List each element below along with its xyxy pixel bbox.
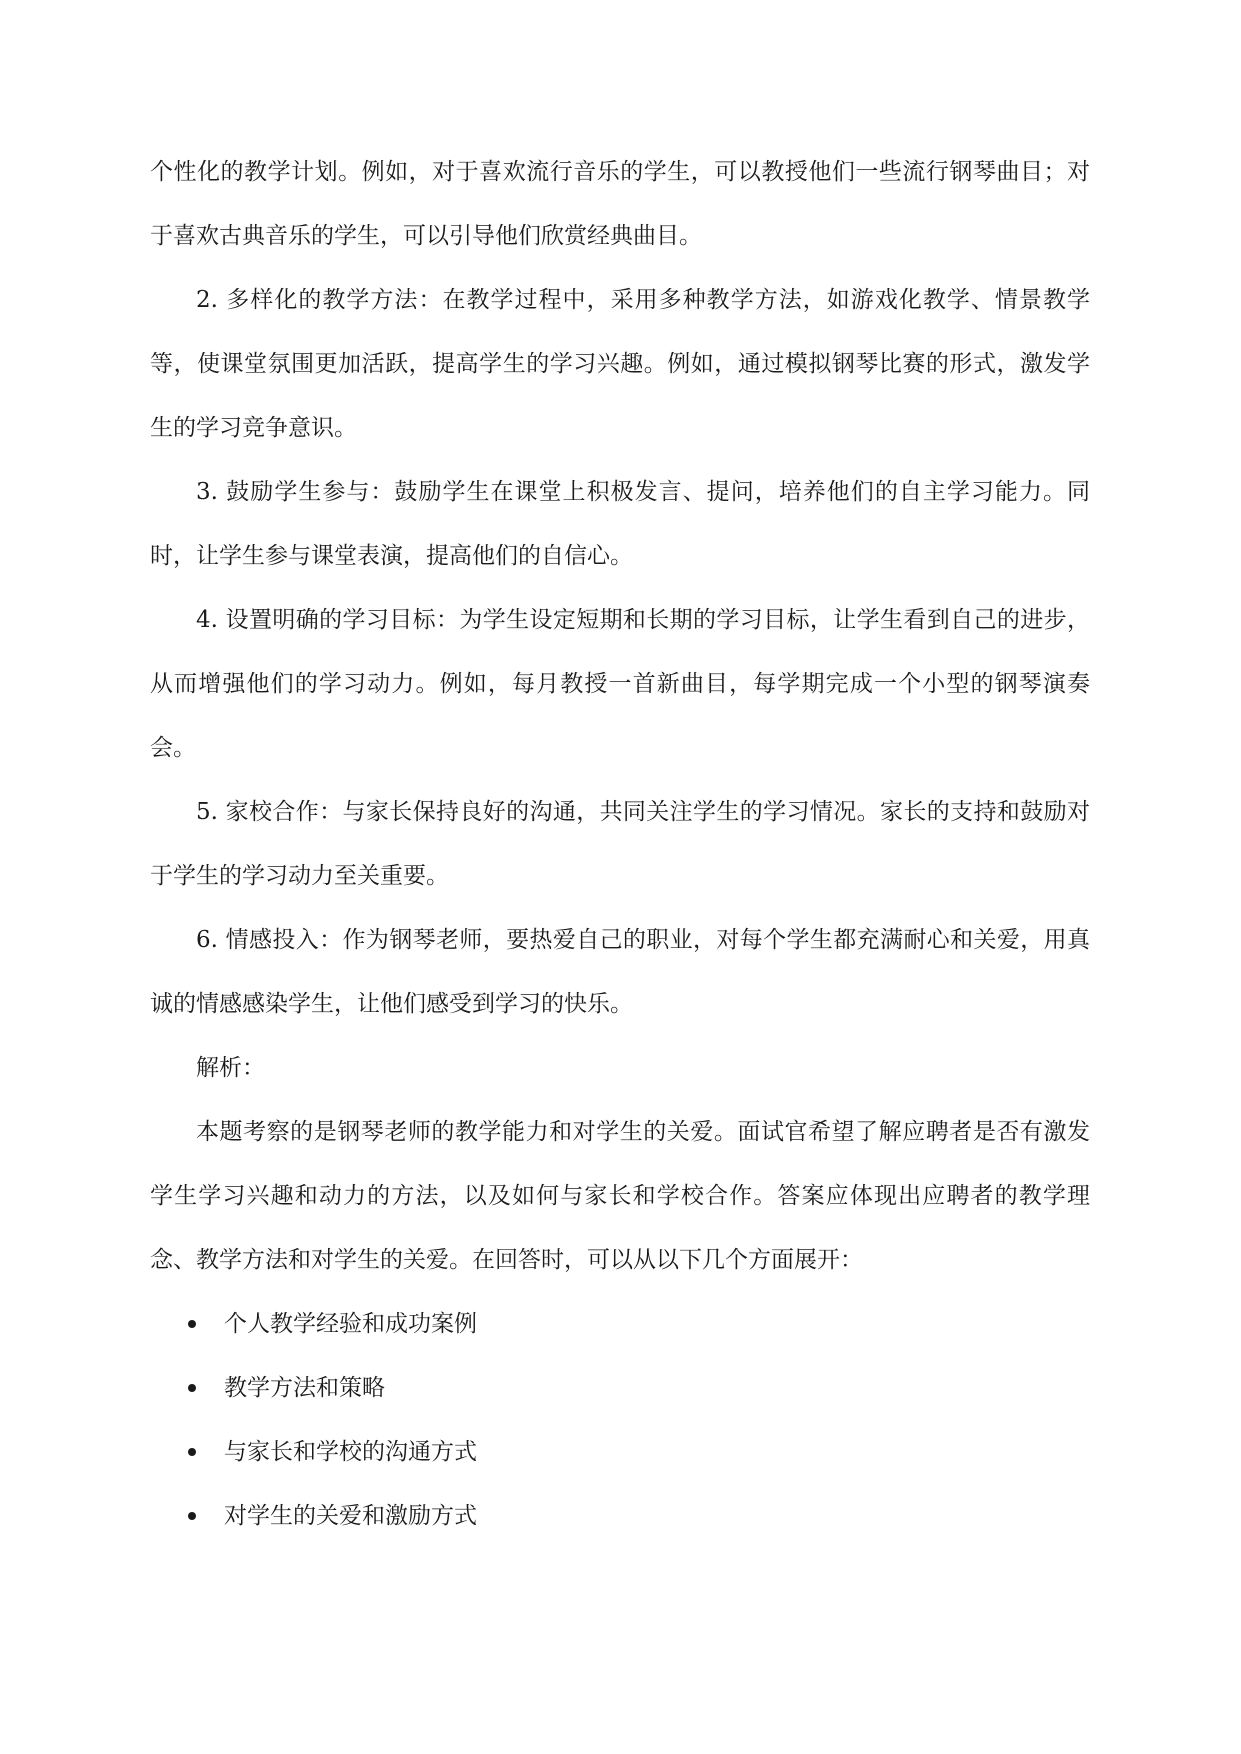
paragraph-point-3: 3. 鼓励学生参与：鼓励学生在课堂上积极发言、提问，培养他们的自主学习能力。同时，让学生参与课堂表演，提高他们的自信心。 xyxy=(150,479,1090,569)
paragraph-point-2: 2. 多样化的教学方法：在教学过程中，采用多种教学方法，如游戏化教学、情景教学等，使课堂氛围更加活跃，提高学生的学习兴趣。例如，通过模拟钢琴比赛的形式，激发学生的学习竞争意识。 xyxy=(150,287,1090,441)
paragraph-continuation: 个性化的教学计划。例如，对于喜欢流行音乐的学生，可以教授他们一些流行钢琴曲目；对于喜欢古典音乐的学生，可以引导他们欣赏经典曲目。 xyxy=(150,159,1090,249)
bullet-icon xyxy=(188,1512,196,1520)
list-item xyxy=(150,1484,1090,1548)
list-item xyxy=(150,1292,1090,1356)
paragraph-point-4: 4. 设置明确的学习目标：为学生设定短期和长期的学习目标，让学生看到自己的进步，从而增强他们的学习动力。例如，每月教授一首新曲目，每学期完成一个小型的钢琴演奏会。 xyxy=(150,607,1090,761)
analysis-paragraph: 本题考察的是钢琴老师的教学能力和对学生的关爱。面试官希望了解应聘者是否有激发学生学习兴趣和动力的方法，以及如何与家长和学校合作。答案应体现出应聘者的教学理念、教学方法和对学生的关爱。在回答时，可以从以下几个方面展开： xyxy=(150,1119,1090,1273)
bullet-list xyxy=(150,1292,1090,1548)
bullet-icon xyxy=(188,1320,196,1328)
bullet-icon xyxy=(188,1448,196,1456)
list-item-text: 对学生的关爱和激励方式 xyxy=(224,1503,477,1529)
list-item-text: 个人教学经验和成功案例 xyxy=(224,1311,477,1337)
list-item-text: 教学方法和策略 xyxy=(224,1375,385,1401)
list-item xyxy=(150,1420,1090,1484)
list-item xyxy=(150,1356,1090,1420)
bullet-icon xyxy=(188,1384,196,1392)
paragraph-point-5: 5. 家校合作：与家长保持良好的沟通，共同关注学生的学习情况。家长的支持和鼓励对于学生的学习动力至关重要。 xyxy=(150,799,1090,889)
list-item-text: 与家长和学校的沟通方式 xyxy=(224,1439,477,1465)
paragraph-point-6: 6. 情感投入：作为钢琴老师，要热爱自己的职业，对每个学生都充满耐心和关爱，用真诚的情感感染学生，让他们感受到学习的快乐。 xyxy=(150,927,1090,1017)
analysis-heading: 解析： xyxy=(196,1055,265,1081)
document-body xyxy=(150,140,1090,1548)
